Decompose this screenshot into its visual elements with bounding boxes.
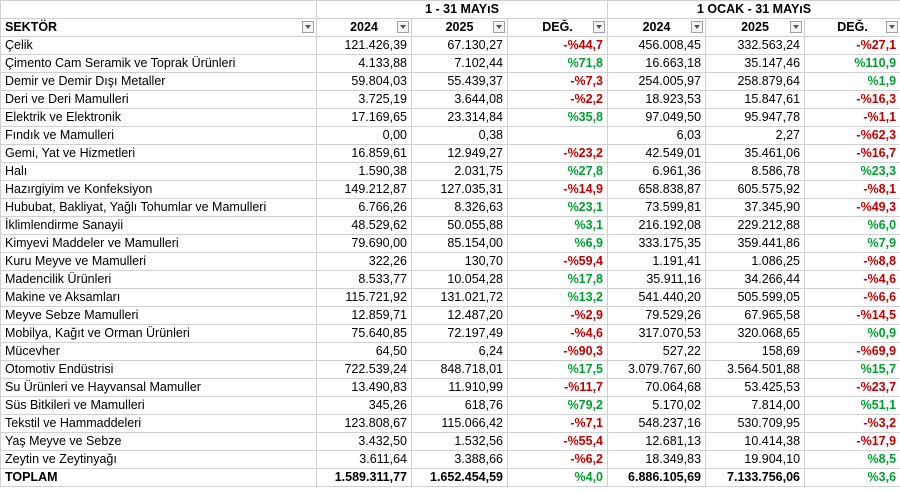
cumulative-2025-cell: 229.212,88 [706,217,805,235]
monthly-2024-cell: 17.169,65 [317,109,412,127]
sector-cell: Su Ürünleri ve Hayvansal Mamuller [1,379,317,397]
monthly-change-header-label: DEĞ. [542,20,573,34]
monthly-2025-cell: 127.035,31 [412,181,508,199]
cumulative-2025-cell: 7.814,00 [706,397,805,415]
monthly-2025-cell: 7.102,44 [412,55,508,73]
cumulative-2024-cell: 456.008,45 [608,37,706,55]
table-row [1,109,900,127]
sector-cell: Kuru Meyve ve Mamulleri [1,253,317,271]
monthly-2024-cell: 3.611,64 [317,451,412,469]
monthly-2024-cell: 1.589.311,77 [317,469,412,487]
cumulative-2024-cell: 254.005,97 [608,73,706,91]
monthly-2025-cell: 0,38 [412,127,508,145]
monthly-2024-cell: 345,26 [317,397,412,415]
monthly-change-cell: %79,2 [508,397,608,415]
monthly-change-cell: -%59,4 [508,253,608,271]
monthly-2024-header [317,19,412,37]
sector-cell: Tekstil ve Hammaddeleri [1,415,317,433]
monthly-change-cell: %3,1 [508,217,608,235]
cumulative-2025-cell: 67.965,58 [706,307,805,325]
table-row [1,451,900,469]
cumulative-2024-cell: 70.064,68 [608,379,706,397]
table-row [1,397,900,415]
monthly-2025-cell: 1.652.454,59 [412,469,508,487]
cumulative-2025-cell: 505.599,05 [706,289,805,307]
monthly-change-cell: %13,2 [508,289,608,307]
table-row [1,199,900,217]
monthly-2024-cell: 322,26 [317,253,412,271]
cumulative-2025-cell: 258.879,64 [706,73,805,91]
monthly-2024-cell: 64,50 [317,343,412,361]
table-row [1,163,900,181]
monthly-2024-cell: 3.432,50 [317,433,412,451]
cumulative-2024-cell: 97.049,50 [608,109,706,127]
cumulative-change-cell: -%3,2 [805,415,900,433]
monthly-2024-header-label: 2024 [350,20,378,34]
cumulative-2024-cell: 3.079.767,60 [608,361,706,379]
cumulative-2024-cell: 658.838,87 [608,181,706,199]
cumulative-2025-cell: 320.068,65 [706,325,805,343]
cumulative-2025-header [706,19,805,37]
monthly-change-cell: -%6,2 [508,451,608,469]
monthly-2025-cell: 23.314,84 [412,109,508,127]
cumulative-2024-cell: 18.923,53 [608,91,706,109]
monthly-change-cell: -%7,1 [508,415,608,433]
table-row [1,253,900,271]
cumulative-2024-cell: 216.192,08 [608,217,706,235]
monthly-2024-cell: 6.766,26 [317,199,412,217]
sector-cell: İklimlendirme Sanayii [1,217,317,235]
sector-cell: Demir ve Demir Dışı Metaller [1,73,317,91]
monthly-2025-cell: 6,24 [412,343,508,361]
cumulative-change-cell: %15,7 [805,361,900,379]
table-row [1,361,900,379]
table-row [1,73,900,91]
monthly-2024-cell: 59.804,03 [317,73,412,91]
monthly-2024-cell: 3.725,19 [317,91,412,109]
cumulative-change-cell: %1,9 [805,73,900,91]
cumulative-2024-cell: 79.529,26 [608,307,706,325]
cumulative-change-cell: %7,9 [805,235,900,253]
filter-dropdown-icon[interactable] [790,21,802,33]
sector-cell: Fındık ve Mamulleri [1,127,317,145]
filter-dropdown-icon[interactable] [593,21,605,33]
cumulative-2025-cell: 332.563,24 [706,37,805,55]
cumulative-2025-cell: 8.586,78 [706,163,805,181]
monthly-change-cell: %71,8 [508,55,608,73]
monthly-2025-cell: 3.644,08 [412,91,508,109]
cumulative-2025-cell: 19.904,10 [706,451,805,469]
sector-cell: Kimyevi Maddeler ve Mamulleri [1,235,317,253]
monthly-change-cell: %35,8 [508,109,608,127]
table-row [1,127,900,145]
filter-dropdown-icon[interactable] [397,21,409,33]
monthly-2025-cell: 3.388,66 [412,451,508,469]
monthly-2024-cell: 75.640,85 [317,325,412,343]
filter-dropdown-icon[interactable] [691,21,703,33]
monthly-2025-cell: 72.197,49 [412,325,508,343]
cumulative-2024-cell: 12.681,13 [608,433,706,451]
period-header-row [1,1,900,19]
table-row [1,433,900,451]
monthly-2025-cell: 1.532,56 [412,433,508,451]
monthly-change-cell: -%4,6 [508,325,608,343]
monthly-2024-cell: 48.529,62 [317,217,412,235]
monthly-2025-cell: 130,70 [412,253,508,271]
cumulative-2025-cell: 359.441,86 [706,235,805,253]
monthly-change-cell: -%2,2 [508,91,608,109]
filter-dropdown-icon[interactable] [886,21,898,33]
cumulative-2024-cell: 6,03 [608,127,706,145]
cumulative-2025-cell: 37.345,90 [706,199,805,217]
cumulative-2024-cell: 6.886.105,69 [608,469,706,487]
sector-cell: Meyve Sebze Mamulleri [1,307,317,325]
cumulative-2024-header [608,19,706,37]
cumulative-2024-cell: 42.549,01 [608,145,706,163]
monthly-2024-cell: 0,00 [317,127,412,145]
cumulative-change-cell: -%17,9 [805,433,900,451]
monthly-2025-cell: 67.130,27 [412,37,508,55]
cumulative-change-cell: -%14,5 [805,307,900,325]
monthly-change-cell: %17,5 [508,361,608,379]
monthly-2024-cell: 8.533,77 [317,271,412,289]
cumulative-change-cell: -%8,1 [805,181,900,199]
filter-dropdown-icon[interactable] [493,21,505,33]
cumulative-2025-cell: 34.266,44 [706,271,805,289]
cumulative-2025-cell: 35.147,46 [706,55,805,73]
cumulative-2024-cell: 35.911,16 [608,271,706,289]
monthly-2024-cell: 4.133,88 [317,55,412,73]
monthly-period-header: 1 - 31 MAYıS [317,1,608,19]
cumulative-2024-cell: 317.070,53 [608,325,706,343]
cumulative-change-cell: -%16,7 [805,145,900,163]
monthly-2025-cell: 131.021,72 [412,289,508,307]
cumulative-2025-cell: 158,69 [706,343,805,361]
cumulative-2024-cell: 6.961,36 [608,163,706,181]
monthly-2025-header [412,19,508,37]
cumulative-change-cell: %51,1 [805,397,900,415]
monthly-change-cell: -%2,9 [508,307,608,325]
monthly-2025-cell: 848.718,01 [412,361,508,379]
cumulative-period-header: 1 OCAK - 31 MAYıS [608,1,900,19]
monthly-change-cell: -%23,2 [508,145,608,163]
total-row [1,469,900,487]
cumulative-2024-cell: 333.175,35 [608,235,706,253]
monthly-2025-cell: 115.066,42 [412,415,508,433]
sector-cell: Süs Bitkileri ve Mamulleri [1,397,317,415]
monthly-change-cell: %17,8 [508,271,608,289]
cumulative-change-cell: -%62,3 [805,127,900,145]
cumulative-change-cell: -%49,3 [805,199,900,217]
table-row [1,145,900,163]
cumulative-change-cell: %8,5 [805,451,900,469]
monthly-change-cell: %23,1 [508,199,608,217]
sector-cell: Mücevher [1,343,317,361]
sector-cell: Mobilya, Kağıt ve Orman Ürünleri [1,325,317,343]
cumulative-2024-cell: 16.663,18 [608,55,706,73]
cumulative-2024-cell: 1.191,41 [608,253,706,271]
monthly-2024-cell: 16.859,61 [317,145,412,163]
sector-cell: Zeytin ve Zeytinyağı [1,451,317,469]
monthly-change-cell: -%11,7 [508,379,608,397]
monthly-2025-cell: 85.154,00 [412,235,508,253]
cumulative-2025-cell: 7.133.756,06 [706,469,805,487]
monthly-change-cell: -%14,9 [508,181,608,199]
sector-cell: Hazırgiyim ve Konfeksiyon [1,181,317,199]
table-row [1,235,900,253]
cumulative-change-cell: -%69,9 [805,343,900,361]
sector-cell: Makine ve Aksamları [1,289,317,307]
sector-cell: Çimento Cam Seramik ve Toprak Ürünleri [1,55,317,73]
cumulative-2024-cell: 548.237,16 [608,415,706,433]
cumulative-change-cell: -%1,1 [805,109,900,127]
sector-cell: Halı [1,163,317,181]
table-row [1,217,900,235]
monthly-2025-cell: 12.949,27 [412,145,508,163]
cumulative-2025-cell: 605.575,92 [706,181,805,199]
cumulative-change-cell: -%23,7 [805,379,900,397]
monthly-change-cell: %6,9 [508,235,608,253]
cumulative-2025-cell: 15.847,61 [706,91,805,109]
cumulative-change-header [805,19,900,37]
cumulative-change-cell: %3,6 [805,469,900,487]
monthly-2025-cell: 618,76 [412,397,508,415]
cumulative-2025-cell: 2,27 [706,127,805,145]
filter-dropdown-icon[interactable] [302,21,314,33]
cumulative-2024-cell: 541.440,20 [608,289,706,307]
cumulative-2024-cell: 73.599,81 [608,199,706,217]
monthly-2025-cell: 10.054,28 [412,271,508,289]
cumulative-change-cell: %110,9 [805,55,900,73]
table-row [1,91,900,109]
column-header-row [1,19,900,37]
table-row [1,307,900,325]
cumulative-change-cell: -%16,3 [805,91,900,109]
cumulative-2025-header-label: 2025 [741,20,769,34]
sector-cell: Otomotiv Endüstrisi [1,361,317,379]
cumulative-2025-cell: 53.425,53 [706,379,805,397]
monthly-2025-cell: 2.031,75 [412,163,508,181]
cumulative-2025-cell: 35.461,06 [706,145,805,163]
cumulative-2024-cell: 18.349,83 [608,451,706,469]
sector-cell: Deri ve Deri Mamulleri [1,91,317,109]
monthly-change-cell: -%44,7 [508,37,608,55]
monthly-2025-cell: 8.326,63 [412,199,508,217]
monthly-2025-header-label: 2025 [445,20,474,34]
monthly-2024-cell: 121.426,39 [317,37,412,55]
cumulative-change-cell: %0,9 [805,325,900,343]
monthly-2024-cell: 12.859,71 [317,307,412,325]
sector-cell: TOPLAM [1,469,317,487]
sector-cell: Hububat, Bakliyat, Yağlı Tohumlar ve Mamulleri [1,199,317,217]
monthly-change-cell: -%7,3 [508,73,608,91]
sector-cell: Elektrik ve Elektronik [1,109,317,127]
cumulative-change-header-label: DEĞ. [837,20,868,34]
table-row [1,343,900,361]
cumulative-2025-cell: 1.086,25 [706,253,805,271]
cumulative-2024-header-label: 2024 [642,20,671,34]
table-row [1,181,900,199]
table-row [1,55,900,73]
monthly-change-cell: %4,0 [508,469,608,487]
cumulative-2025-cell: 10.414,38 [706,433,805,451]
monthly-2025-cell: 12.487,20 [412,307,508,325]
cumulative-2025-cell: 95.947,78 [706,109,805,127]
monthly-2025-cell: 11.910,99 [412,379,508,397]
monthly-2024-cell: 1.590,38 [317,163,412,181]
cumulative-2025-cell: 3.564.501,88 [706,361,805,379]
monthly-change-header [508,19,608,37]
sector-cell: Madencilik Ürünleri [1,271,317,289]
table-row [1,271,900,289]
table-row [1,325,900,343]
monthly-change-cell: -%55,4 [508,433,608,451]
cumulative-2024-cell: 5.170,02 [608,397,706,415]
monthly-2025-cell: 55.439,37 [412,73,508,91]
cumulative-2025-cell: 530.709,95 [706,415,805,433]
monthly-change-cell [508,127,608,145]
monthly-change-cell: -%90,3 [508,343,608,361]
cumulative-2024-cell: 527,22 [608,343,706,361]
monthly-2024-cell: 115.721,92 [317,289,412,307]
monthly-2024-cell: 123.808,67 [317,415,412,433]
sector-cell: Gemi, Yat ve Hizmetleri [1,145,317,163]
cumulative-change-cell: -%8,8 [805,253,900,271]
monthly-2024-cell: 722.539,24 [317,361,412,379]
blank-cell [1,1,317,19]
table-row [1,289,900,307]
monthly-2024-cell: 13.490,83 [317,379,412,397]
sector-header [1,19,317,37]
sector-header-label: SEKTÖR [5,20,58,34]
cumulative-change-cell: -%27,1 [805,37,900,55]
monthly-2024-cell: 79.690,00 [317,235,412,253]
cumulative-change-cell: -%6,6 [805,289,900,307]
sector-cell: Yaş Meyve ve Sebze [1,433,317,451]
table-row [1,415,900,433]
sector-cell: Çelik [1,37,317,55]
cumulative-change-cell: -%4,6 [805,271,900,289]
monthly-2025-cell: 50.055,88 [412,217,508,235]
cumulative-change-cell: %23,3 [805,163,900,181]
cumulative-change-cell: %6,0 [805,217,900,235]
table-row [1,37,900,55]
table-row [1,379,900,397]
monthly-change-cell: %27,8 [508,163,608,181]
monthly-2024-cell: 149.212,87 [317,181,412,199]
